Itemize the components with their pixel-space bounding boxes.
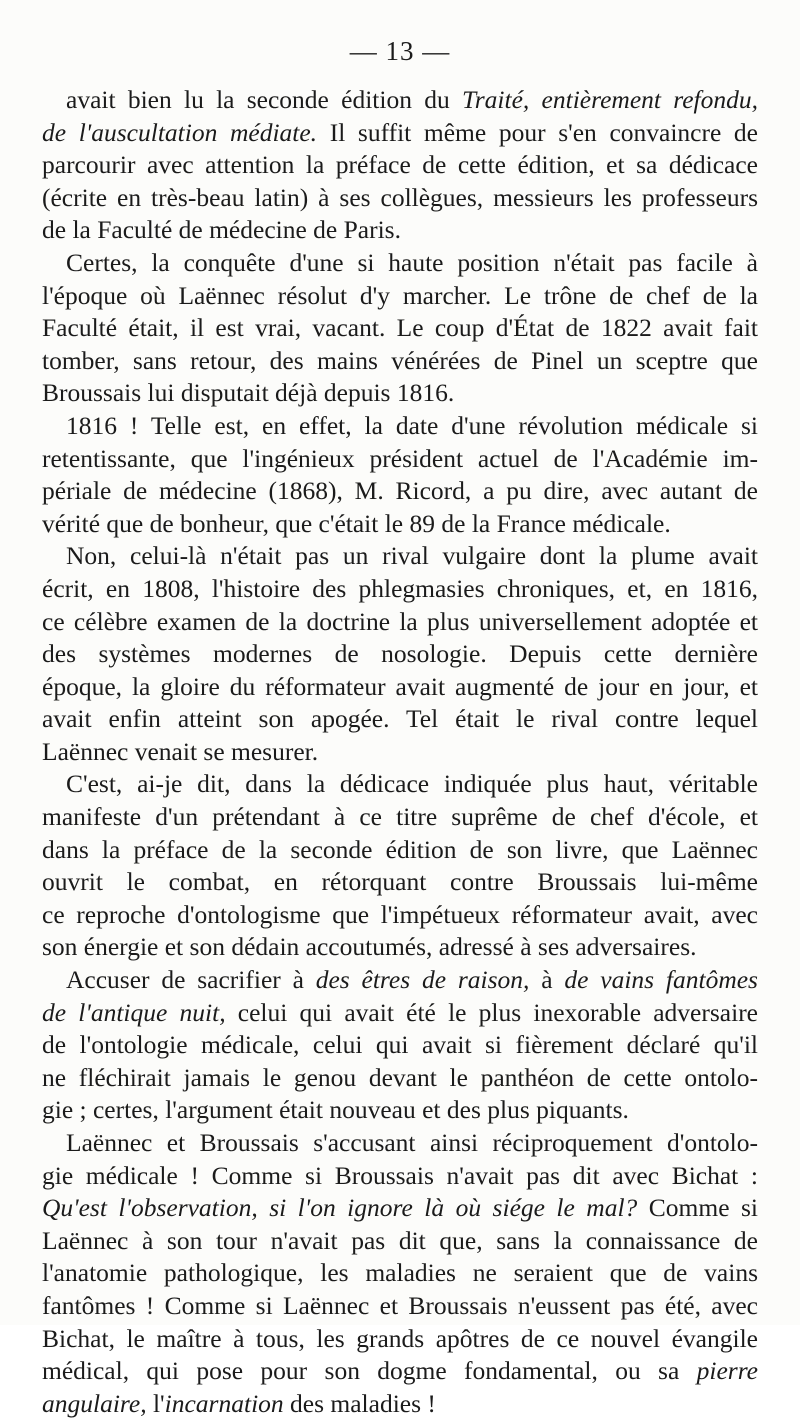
italic-text: Traité, entièrement refondu,: [461, 85, 758, 114]
text-segment: son énergie et son dédain accoutumés, adressé à ses adversaires.: [42, 932, 697, 962]
text-segment: retentissante, que l'ingénieux président actuel de l'Académie im-: [42, 443, 758, 473]
text-segment: 1816 ! Telle est, en effet, la date d'une révolution médicale si: [66, 410, 758, 440]
text-segment: Comme si: [637, 1193, 758, 1223]
text-line: [42, 1323, 758, 1356]
text-line: [42, 1160, 758, 1193]
text-line: [42, 703, 758, 736]
italic-text: de vains fantômes: [564, 965, 758, 995]
text-line: [42, 475, 758, 508]
text-line: [42, 117, 758, 150]
text-segment: de la Faculté de médecine de Paris.: [42, 215, 401, 245]
text-segment: ce reproche d'ontologisme que l'impétueux réformateur avait, avec: [42, 899, 758, 929]
text-line: [42, 1062, 758, 1095]
text-line: [42, 182, 758, 215]
text-segment: Non, celui-là n'était pas un rival vulgaire dont la plume avait: [66, 541, 758, 571]
text-line: [42, 964, 758, 997]
text-segment: Laënnec et Broussais s'accusant ainsi réciproquement d'ontolo-: [66, 1128, 758, 1157]
text-line: [42, 671, 758, 704]
text-segment: celui qui avait été le plus inexorable adversaire: [225, 997, 758, 1027]
text-line: [42, 1029, 758, 1062]
italic-text: de l'antique nuit,: [42, 997, 226, 1027]
text-line: [42, 638, 758, 671]
text-segment: Laënnec à son tour n'avait pas dit que, sans la connaissance de: [42, 1225, 758, 1255]
text-segment: gie médicale ! Comme si Broussais n'avait pas dit avec Bichat :: [42, 1160, 758, 1190]
text-segment: C'est, ai-je dit, dans la dédicace indiquée plus haut, véritable: [66, 769, 758, 799]
text-line: [42, 997, 758, 1030]
text-segment: Accuser de sacrifier à: [66, 965, 316, 995]
text-segment: des systèmes modernes de nosologie. Depuis cette dernière: [42, 639, 758, 669]
text-segment: Il suffit même pour s'en convaincre de: [317, 117, 758, 147]
text-line: [42, 801, 758, 834]
text-segment: avait bien lu la seconde édition du: [66, 85, 462, 114]
text-segment: l': [146, 1388, 165, 1418]
text-line: [42, 410, 758, 443]
text-line: [42, 1094, 758, 1127]
text-segment: à: [529, 965, 565, 995]
text-line: [42, 1290, 758, 1323]
text-line: [42, 768, 758, 801]
text-segment: gie ; certes, l'argument était nouveau et des plus piquants.: [42, 1095, 629, 1125]
text-segment: Faculté était, il est vrai, vacant. Le coup d'État de 1822 avait fait: [42, 313, 758, 343]
text-line: [42, 84, 758, 117]
text-line: [42, 931, 758, 964]
text-segment: périale de médecine (1868), M. Ricord, a pu dire, avec autant de: [42, 476, 758, 506]
text-segment: dans la préface de la seconde édition de son livre, que Laënnec: [42, 834, 758, 864]
italic-text: Qu'est l'observation, si l'on ignore là où siége le mal?: [42, 1193, 638, 1223]
text-segment: époque, la gloire du réformateur avait augmenté de jour en jour, et: [42, 671, 758, 701]
text-line: [42, 866, 758, 899]
text-line: [42, 834, 758, 867]
italic-text: incarnation: [164, 1388, 284, 1418]
text-line: [42, 1355, 758, 1388]
text-segment: manifeste d'un prétendant à ce titre suprême de chef d'école, et: [42, 802, 758, 832]
text-segment: l'anatomie pathologique, les maladies ne seraient que de vains: [42, 1258, 758, 1288]
text-line: [42, 280, 758, 313]
italic-text: angulaire,: [42, 1388, 147, 1418]
text-line: [42, 1257, 758, 1290]
text-line: [42, 573, 758, 606]
text-segment: avait enfin atteint son apogée. Tel était le rival contre lequel: [42, 704, 758, 734]
text-segment: Bichat, le maître à tous, les grands apôtres de ce nouvel évangile: [42, 1323, 758, 1353]
text-segment: vérité que de bonheur, que c'était le 89 de la France médicale.: [42, 508, 671, 538]
text-line: [42, 345, 758, 378]
text-line: [42, 899, 758, 932]
text-line: [42, 1127, 758, 1160]
text-line: [42, 540, 758, 573]
italic-text: de l'auscultation médiate.: [42, 117, 318, 147]
text-segment: ce célèbre examen de la doctrine la plus universellement adoptée et: [42, 606, 758, 636]
text-line: [42, 508, 758, 541]
text-line: [42, 214, 758, 247]
text-line: [42, 1192, 758, 1225]
text-segment: parcourir avec attention la préface de cette édition, et sa dédicace: [42, 150, 758, 180]
text-line: [42, 312, 758, 345]
text-line: [42, 377, 758, 410]
text-segment: l'époque où Laënnec résolut d'y marcher. Le trône de chef de la: [42, 280, 758, 310]
text-segment: médical, qui pose pour son dogme fondamental, ou sa: [42, 1356, 697, 1386]
body-text: [42, 84, 758, 1420]
text-segment: des maladies !: [283, 1388, 436, 1418]
text-segment: (écrite en très-beau latin) à ses collègues, messieurs les professeurs: [42, 182, 758, 212]
italic-text: pierre: [696, 1356, 758, 1386]
text-segment: ne fléchirait jamais le genou devant le panthéon de cette ontolo-: [42, 1062, 758, 1092]
text-line: [42, 1388, 758, 1420]
text-line: [42, 606, 758, 639]
text-segment: fantômes ! Comme si Laënnec et Broussais n'eussent pas été, avec: [42, 1290, 758, 1320]
text-segment: ouvrit le combat, en rétorquant contre Broussais lui-même: [42, 867, 758, 897]
text-segment: Certes, la conquête d'une si haute position n'était pas facile à: [66, 247, 758, 277]
text-line: [42, 736, 758, 769]
text-segment: tomber, sans retour, des mains vénérées de Pinel un sceptre que: [42, 345, 758, 375]
text-segment: Broussais lui disputait déjà depuis 1816.: [42, 378, 455, 408]
text-line: [42, 149, 758, 182]
text-segment: écrit, en 1808, l'histoire des phlegmasies chroniques, et, en 1816,: [42, 573, 758, 603]
page-number: — 13 —: [349, 36, 451, 66]
text-line: [42, 1225, 758, 1258]
text-line: [42, 443, 758, 476]
text-segment: Laënnec venait se mesurer.: [42, 736, 319, 766]
italic-text: des êtres de raison,: [315, 965, 530, 995]
text-segment: de l'ontologie médicale, celui qui avait si fièrement déclaré qu'il: [42, 1030, 758, 1060]
text-line: [42, 247, 758, 280]
